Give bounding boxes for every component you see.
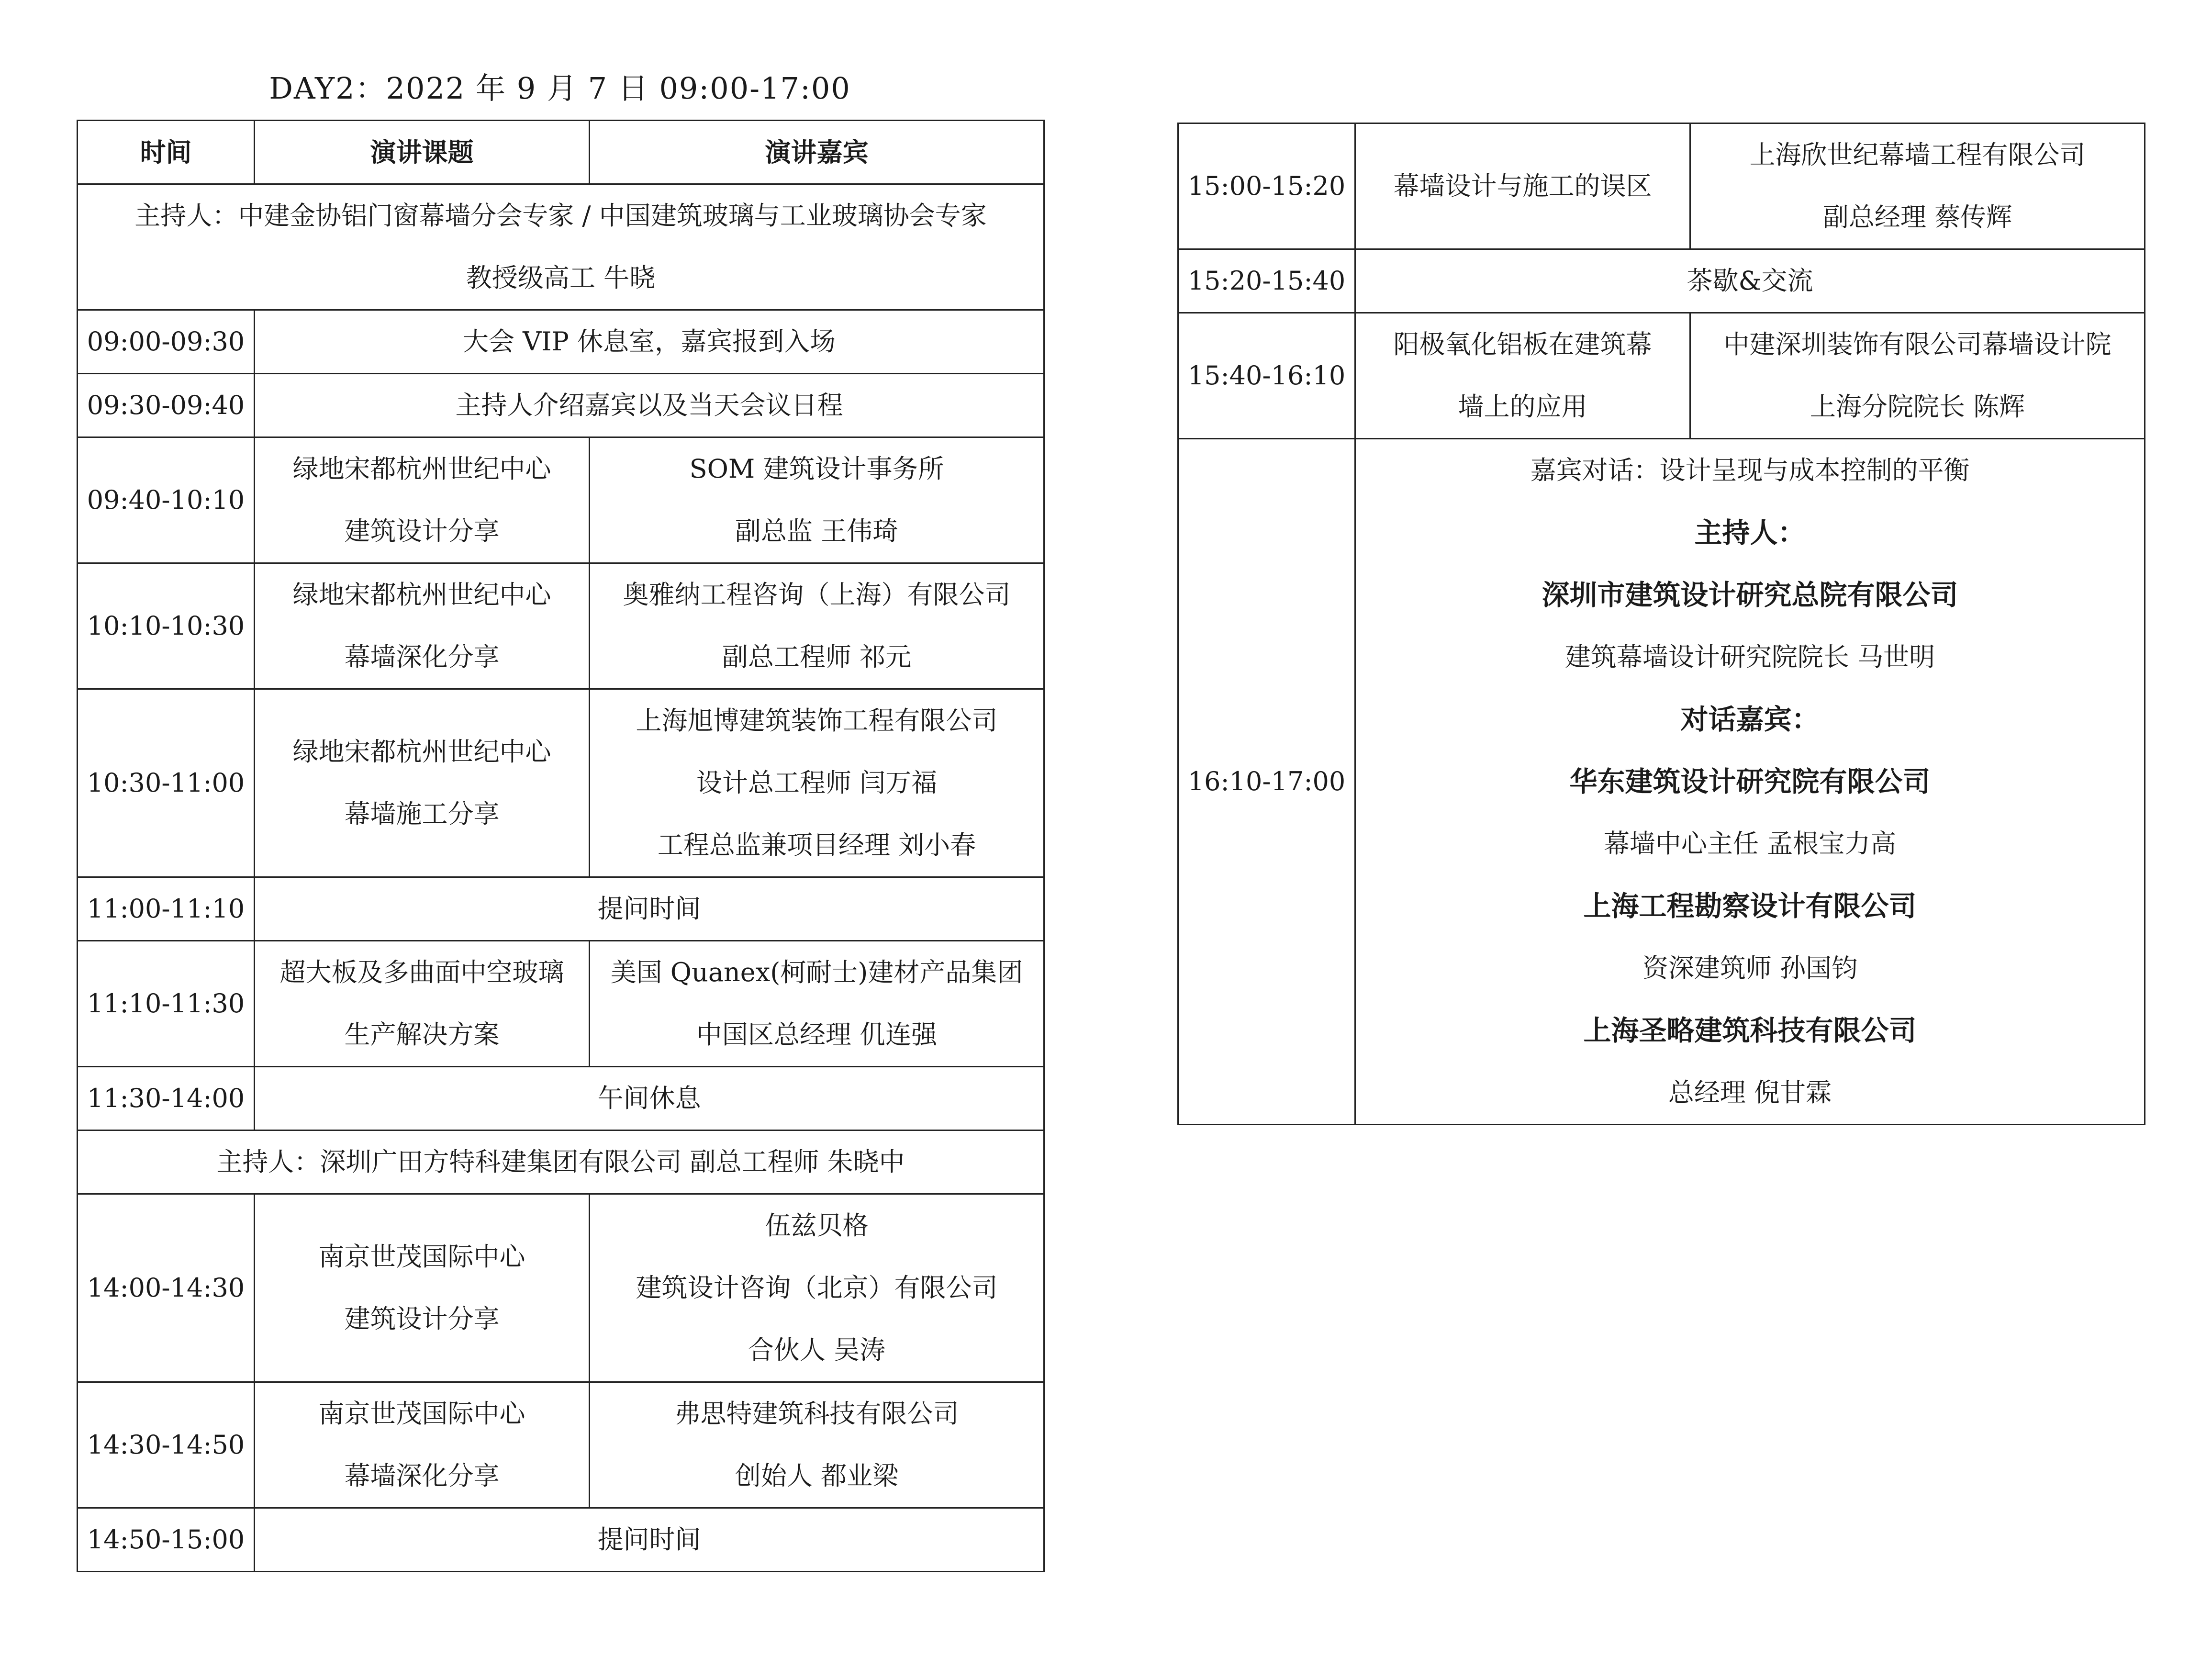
- panel-row: [1178, 439, 2145, 1125]
- time-cell: 09:00-09:30: [78, 310, 255, 374]
- table-row: [78, 563, 1044, 689]
- table-row: [78, 1382, 1044, 1508]
- time-cell: 15:00-15:20: [1178, 123, 1355, 249]
- speaker-line: 合伙人 吴涛: [748, 1335, 886, 1365]
- topic-line: 南京世茂国际中心: [318, 1242, 525, 1272]
- topic-line: 幕墙深化分享: [344, 1461, 500, 1491]
- header-time: 时间: [78, 121, 255, 184]
- merged-cell: 午间休息: [255, 1067, 1044, 1131]
- table-row: [1178, 249, 2145, 313]
- table-row: [78, 1194, 1044, 1382]
- table-row: [78, 689, 1044, 877]
- panel-line: 建筑幕墙设计研究院院长 马世明: [1564, 642, 1935, 672]
- topic-cell: [255, 689, 590, 877]
- topic-cell: [255, 941, 590, 1067]
- panel-line: 对话嘉宾：: [1680, 703, 1820, 736]
- topic-line: 绿地宋都杭州世纪中心: [292, 580, 551, 610]
- time-cell: 16:10-17:00: [1178, 439, 1355, 1125]
- header-speaker: 演讲嘉宾: [590, 121, 1044, 184]
- table-row: [1178, 313, 2145, 439]
- panel-line: 上海圣略建筑科技有限公司: [1583, 1014, 1917, 1047]
- time-cell: 15:20-15:40: [1178, 249, 1355, 313]
- topic-line: 建筑设计分享: [344, 516, 500, 546]
- topic-cell: [255, 437, 590, 563]
- table-row: [78, 437, 1044, 563]
- panel-line: 总经理 倪甘霖: [1668, 1077, 1832, 1108]
- merged-cell: 主持人介绍嘉宾以及当天会议日程: [255, 374, 1044, 437]
- speaker-line: 伍兹贝格: [765, 1210, 869, 1241]
- speaker-line: 设计总工程师 闫万福: [696, 768, 938, 798]
- merged-cell: 提问时间: [255, 877, 1044, 941]
- speaker-line: 奥雅纳工程咨询（上海）有限公司: [623, 580, 1011, 610]
- time-cell: 10:30-11:00: [78, 689, 255, 877]
- host-cell: 主持人：深圳广田方特科建集团有限公司 副总工程师 朱晓中: [78, 1131, 1044, 1194]
- topic-line: 幕墙施工分享: [344, 799, 500, 829]
- topic-line: 生产解决方案: [344, 1019, 500, 1050]
- speaker-cell: [590, 1194, 1044, 1382]
- speaker-cell: [590, 941, 1044, 1067]
- speaker-line: 副总工程师 祁元: [722, 642, 912, 672]
- time-cell: 09:40-10:10: [78, 437, 255, 563]
- speaker-cell: [1690, 313, 2145, 439]
- topic-cell: [255, 1194, 590, 1382]
- time-cell: 14:30-14:50: [78, 1382, 255, 1508]
- merged-cell: 茶歇&交流: [1355, 249, 2145, 313]
- speaker-line: 建筑设计咨询（北京）有限公司: [636, 1273, 998, 1303]
- time-cell: 11:10-11:30: [78, 941, 255, 1067]
- speaker-line: 中国区总经理 仉连强: [696, 1019, 938, 1050]
- speaker-line: 上海旭博建筑装饰工程有限公司: [636, 705, 998, 736]
- table-header-row: [78, 121, 1044, 184]
- time-cell: 11:30-14:00: [78, 1067, 255, 1131]
- header-topic: 演讲课题: [255, 121, 590, 184]
- speaker-line: 美国 Quanex(柯耐士)建材产品集团: [610, 957, 1023, 987]
- host-row: [78, 1131, 1044, 1194]
- time-cell: 14:50-15:00: [78, 1508, 255, 1572]
- speaker-line: SOM 建筑设计事务所: [689, 454, 944, 484]
- speaker-line: 中建深圳装饰有限公司幕墙设计院: [1723, 329, 2111, 359]
- speaker-cell: [590, 437, 1044, 563]
- speaker-line: 弗思特建筑科技有限公司: [674, 1399, 959, 1429]
- speaker-line: 副总监 王伟琦: [735, 516, 899, 546]
- merged-cell: 大会 VIP 休息室，嘉宾报到入场: [255, 310, 1044, 374]
- table-row: [78, 310, 1044, 374]
- panel-cell: [1355, 439, 2145, 1125]
- schedule-table-left: [77, 120, 1045, 1572]
- panel-line: 资深建筑师 孙国钧: [1642, 953, 1858, 983]
- time-cell: 09:30-09:40: [78, 374, 255, 437]
- table-row: [78, 877, 1044, 941]
- speaker-line: 上海分院院长 陈辉: [1810, 392, 2025, 422]
- speaker-cell: [590, 1382, 1044, 1508]
- speaker-line: 创始人 都业梁: [735, 1461, 899, 1491]
- host-cell: [78, 184, 1044, 310]
- topic-cell: 幕墙设计与施工的误区: [1355, 123, 1690, 249]
- merged-cell: 提问时间: [255, 1508, 1044, 1572]
- panel-line: 主持人：: [1694, 516, 1806, 549]
- host-line: 主持人：中建金协铝门窗幕墙分会专家 / 中国建筑玻璃与工业玻璃协会专家: [134, 201, 987, 231]
- panel-line: 上海工程勘察设计有限公司: [1583, 890, 1917, 922]
- host-row: [78, 184, 1044, 310]
- topic-cell: [255, 1382, 590, 1508]
- topic-line: 墙上的应用: [1458, 392, 1587, 422]
- topic-line: 阳极氧化铝板在建筑幕: [1393, 329, 1652, 359]
- time-cell: 14:00-14:30: [78, 1194, 255, 1382]
- host-line: 教授级高工 牛晓: [466, 263, 656, 293]
- topic-line: 绿地宋都杭州世纪中心: [292, 737, 551, 767]
- time-cell: 10:10-10:30: [78, 563, 255, 689]
- speaker-cell: [1690, 123, 2145, 249]
- speaker-line: 副总经理 蔡传辉: [1822, 202, 2012, 232]
- topic-cell: [255, 563, 590, 689]
- table-row: [1178, 123, 2145, 249]
- topic-line: 绿地宋都杭州世纪中心: [292, 454, 551, 484]
- topic-line: 超大板及多曲面中空玻璃: [279, 957, 564, 987]
- speaker-cell: [590, 563, 1044, 689]
- topic-line: 幕墙深化分享: [344, 642, 500, 672]
- topic-line: 南京世茂国际中心: [318, 1399, 525, 1429]
- speaker-line: 工程总监兼项目经理 刘小春: [657, 830, 976, 860]
- table-row: [78, 1067, 1044, 1131]
- topic-cell: [1355, 313, 1690, 439]
- table-row: [78, 1508, 1044, 1572]
- table-row: [78, 941, 1044, 1067]
- topic-line: 建筑设计分享: [344, 1304, 500, 1334]
- panel-line: 华东建筑设计研究院有限公司: [1569, 765, 1931, 798]
- speaker-line: 上海欣世纪幕墙工程有限公司: [1749, 140, 2086, 170]
- schedule-table-right: [1177, 123, 2145, 1125]
- panel-line: 深圳市建筑设计研究总院有限公司: [1542, 579, 1958, 611]
- panel-line: 嘉宾对话：设计呈现与成本控制的平衡: [1530, 455, 1970, 485]
- page-title: DAY2：2022 年 9 月 7 日 09:00-17:00: [269, 71, 851, 106]
- time-cell: 11:00-11:10: [78, 877, 255, 941]
- speaker-cell: [590, 689, 1044, 877]
- panel-line: 幕墙中心主任 孟根宝力高: [1603, 828, 1897, 859]
- time-cell: 15:40-16:10: [1178, 313, 1355, 439]
- table-row: [78, 374, 1044, 437]
